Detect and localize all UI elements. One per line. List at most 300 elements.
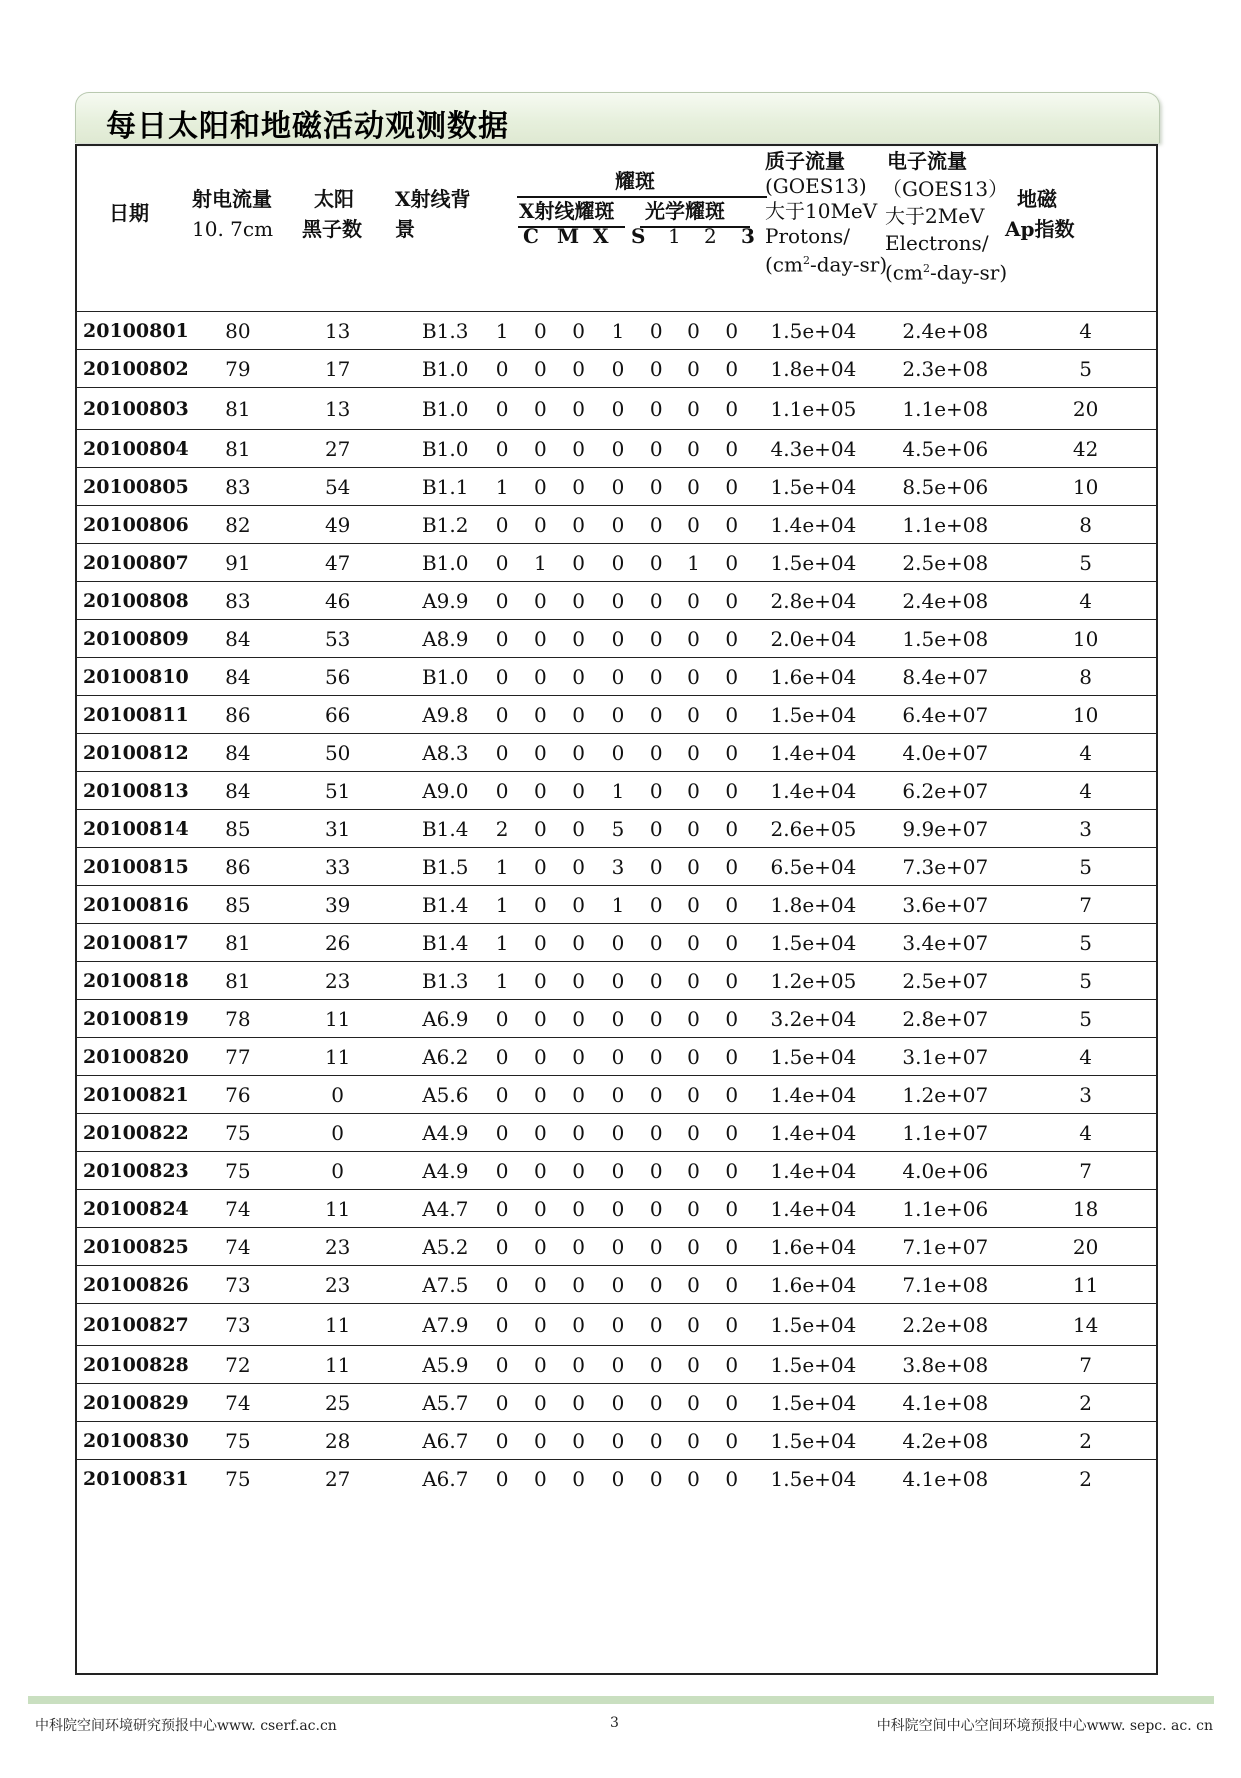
cell-sunspot-number: 46 xyxy=(291,582,384,620)
cell-electron-flux: 4.2e+08 xyxy=(876,1422,1016,1460)
cell-xray-x: 0 xyxy=(559,848,598,886)
cell-sunspot-number: 31 xyxy=(291,810,384,848)
cell-sunspot-number: 13 xyxy=(291,312,384,350)
cell-radio-flux: 79 xyxy=(185,350,292,388)
table-row xyxy=(77,1076,1156,1114)
cell-xray-background: B1.0 xyxy=(384,544,482,582)
cell-xray-m: 0 xyxy=(522,1114,559,1152)
cell-electron-flux: 2.5e+07 xyxy=(876,962,1016,1000)
cell-date: 20100826 xyxy=(77,1266,185,1304)
cell-optical-3: 0 xyxy=(712,1000,751,1038)
cell-ap-index: 4 xyxy=(1015,582,1156,620)
cell-ap-index: 20 xyxy=(1015,388,1156,430)
cell-optical-s: 0 xyxy=(598,1228,637,1266)
cell-sunspot-number: 66 xyxy=(291,696,384,734)
cell-xray-background: A4.9 xyxy=(384,1114,482,1152)
cell-xray-c: 0 xyxy=(495,1466,509,1491)
cell-optical-s: 0 xyxy=(598,350,637,388)
header-xray-flare: X射线耀斑 xyxy=(519,199,615,223)
cell-radio-flux: 85 xyxy=(185,810,292,848)
cell-optical-1: 0 xyxy=(638,1000,675,1038)
optical-flare-divider xyxy=(640,226,750,228)
cell-date: 20100831 xyxy=(83,1467,189,1490)
cell-optical-s: 0 xyxy=(598,1304,637,1346)
cell-ap-index: 2 xyxy=(1079,1466,1092,1491)
cell-optical-2: 0 xyxy=(675,1228,712,1266)
cell-optical-3: 0 xyxy=(712,962,751,1000)
cell-proton-flux: 1.5e+04 xyxy=(751,1422,875,1460)
cell-optical-2: 0 xyxy=(675,1346,712,1384)
cell-electron-flux: 1.1e+07 xyxy=(876,1114,1016,1152)
cell-optical-3: 0 xyxy=(712,810,751,848)
cell-electron-flux: 1.5e+08 xyxy=(876,620,1016,658)
cell-electron-flux: 2.3e+08 xyxy=(876,350,1016,388)
cell-radio-flux: 74 xyxy=(185,1190,292,1228)
header-sub-s: S xyxy=(631,224,646,248)
cell-optical-s: 0 xyxy=(598,1266,637,1304)
cell-optical-3: 0 xyxy=(712,772,751,810)
cell-optical-1: 0 xyxy=(638,886,675,924)
cell-optical-2: 0 xyxy=(675,1422,712,1460)
cell-sunspot-number: 27 xyxy=(324,1466,351,1491)
cell-xray-c: 0 xyxy=(482,1228,521,1266)
cell-xray-background: A6.7 xyxy=(422,1466,469,1491)
header-electron-energy: 大于2MeV xyxy=(885,204,985,228)
cell-xray-background: A9.9 xyxy=(384,582,482,620)
cell-ap-index: 18 xyxy=(1015,1190,1156,1228)
cell-optical-s: 0 xyxy=(598,1000,637,1038)
cell-optical-s: 0 xyxy=(598,1152,637,1190)
header-electron-flux: 电子流量 xyxy=(887,149,967,173)
table-row xyxy=(77,582,1156,620)
cell-xray-x: 0 xyxy=(559,1422,598,1460)
cell-optical-2: 0 xyxy=(675,1304,712,1346)
cell-optical-1: 0 xyxy=(638,1228,675,1266)
cell-optical-1: 0 xyxy=(638,848,675,886)
cell-optical-1: 0 xyxy=(638,388,675,430)
cell-proton-flux: 1.4e+04 xyxy=(751,734,875,772)
cell-optical-2: 0 xyxy=(675,772,712,810)
cell-optical-3: 0 xyxy=(712,848,751,886)
cell-date: 20100804 xyxy=(77,430,185,468)
table-row xyxy=(77,506,1156,544)
header-geomagnetic: 地磁 xyxy=(1017,187,1057,211)
cell-sunspot-number: 27 xyxy=(291,430,384,468)
cell-electron-flux: 3.4e+07 xyxy=(876,924,1016,962)
cell-optical-s: 0 xyxy=(598,962,637,1000)
cell-optical-s: 0 xyxy=(598,582,637,620)
table-row xyxy=(77,1266,1156,1304)
cell-optical-3: 0 xyxy=(712,430,751,468)
cell-sunspot-number: 11 xyxy=(291,1304,384,1346)
cell-electron-flux: 2.2e+08 xyxy=(876,1304,1016,1346)
cell-optical-3: 0 xyxy=(712,1384,751,1422)
cell-xray-background: A6.9 xyxy=(384,1000,482,1038)
table-row xyxy=(77,620,1156,658)
cell-xray-x: 0 xyxy=(559,1266,598,1304)
cell-xray-x: 0 xyxy=(559,350,598,388)
cell-xray-x: 0 xyxy=(559,1000,598,1038)
table-row xyxy=(77,1228,1156,1266)
cell-xray-x: 0 xyxy=(559,1114,598,1152)
header-sub-3: 3 xyxy=(741,224,755,248)
cell-optical-s: 1 xyxy=(598,312,637,350)
cell-optical-3: 0 xyxy=(712,1152,751,1190)
cell-proton-flux: 4.3e+04 xyxy=(751,430,875,468)
cell-proton-flux: 1.4e+04 xyxy=(751,772,875,810)
cell-optical-3: 0 xyxy=(712,1190,751,1228)
footer-left-text: 中科院空间环境研究预报中心www. cserf.ac.cn xyxy=(35,1718,337,1734)
cell-proton-flux: 2.8e+04 xyxy=(751,582,875,620)
cell-xray-m: 0 xyxy=(534,1466,547,1491)
cell-optical-2: 0 xyxy=(675,924,712,962)
cell-xray-m: 0 xyxy=(522,848,559,886)
table-body xyxy=(77,312,1156,1498)
cell-radio-flux: 81 xyxy=(185,924,292,962)
cell-electron-flux: 7.1e+08 xyxy=(876,1266,1016,1304)
cell-optical-3: 0 xyxy=(712,1422,751,1460)
cell-ap-index: 20 xyxy=(1015,1228,1156,1266)
cell-xray-c: 0 xyxy=(482,734,521,772)
cell-radio-flux: 73 xyxy=(185,1266,292,1304)
table-row xyxy=(77,1038,1156,1076)
cell-proton-flux: 1.8e+04 xyxy=(751,886,875,924)
cell-ap-index: 4 xyxy=(1015,772,1156,810)
cell-optical-1: 0 xyxy=(638,734,675,772)
cell-optical-1: 0 xyxy=(638,1038,675,1076)
cell-xray-m: 0 xyxy=(522,388,559,430)
cell-date: 20100815 xyxy=(77,848,185,886)
cell-xray-c: 0 xyxy=(482,1152,521,1190)
cell-sunspot-number: 56 xyxy=(291,658,384,696)
cell-proton-flux: 1.8e+04 xyxy=(751,350,875,388)
cell-xray-background: B1.3 xyxy=(384,962,482,1000)
cell-ap-index: 3 xyxy=(1015,1076,1156,1114)
cell-optical-2: 1 xyxy=(675,544,712,582)
table-row xyxy=(77,1304,1156,1346)
cell-radio-flux: 73 xyxy=(185,1304,292,1346)
cell-proton-flux: 1.5e+04 xyxy=(751,1304,875,1346)
cell-optical-1: 0 xyxy=(638,1266,675,1304)
table-row xyxy=(77,1190,1156,1228)
table-row xyxy=(77,924,1156,962)
cell-xray-m: 0 xyxy=(522,312,559,350)
cell-optical-1: 0 xyxy=(638,430,675,468)
header-date: 日期 xyxy=(109,201,149,225)
cell-sunspot-number: 11 xyxy=(291,1346,384,1384)
cell-optical-3: 0 xyxy=(712,1304,751,1346)
cell-xray-x: 0 xyxy=(559,1228,598,1266)
cell-ap-index: 10 xyxy=(1015,696,1156,734)
cell-radio-flux: 83 xyxy=(185,582,292,620)
cell-xray-background: A9.8 xyxy=(384,696,482,734)
table-row xyxy=(77,848,1156,886)
cell-xray-x: 0 xyxy=(559,312,598,350)
cell-radio-flux: 77 xyxy=(185,1038,292,1076)
cell-xray-background: A6.2 xyxy=(384,1038,482,1076)
cell-optical-3: 0 xyxy=(712,350,751,388)
cell-sunspot-number: 13 xyxy=(291,388,384,430)
cell-optical-3: 0 xyxy=(712,468,751,506)
cell-proton-flux: 1.4e+04 xyxy=(751,1114,875,1152)
cell-ap-index: 2 xyxy=(1015,1422,1156,1460)
cell-optical-1: 0 xyxy=(638,506,675,544)
header-optical-flare: 光学耀斑 xyxy=(645,199,725,223)
cell-optical-3: 0 xyxy=(712,620,751,658)
cell-proton-flux: 1.5e+04 xyxy=(751,1038,875,1076)
cell-proton-flux: 1.5e+04 xyxy=(770,1466,857,1491)
cell-optical-2: 0 xyxy=(675,1038,712,1076)
cell-xray-background: A7.5 xyxy=(384,1266,482,1304)
cell-xray-m: 0 xyxy=(522,620,559,658)
cell-radio-flux: 78 xyxy=(185,1000,292,1038)
cell-xray-m: 0 xyxy=(522,696,559,734)
cell-optical-s: 0 xyxy=(598,468,637,506)
cell-optical-1: 0 xyxy=(638,772,675,810)
cell-optical-2: 0 xyxy=(675,468,712,506)
cell-xray-c: 0 xyxy=(482,506,521,544)
cell-optical-3: 0 xyxy=(712,388,751,430)
header-radio-flux-band: 10. 7cm xyxy=(192,217,274,241)
header-sub-1: 1 xyxy=(668,224,681,248)
cell-xray-m: 1 xyxy=(522,544,559,582)
cell-optical-s: 1 xyxy=(598,886,637,924)
cell-date: 20100819 xyxy=(77,1000,185,1038)
cell-xray-c: 0 xyxy=(482,430,521,468)
header-sub-m: M xyxy=(557,224,580,248)
cell-xray-background: A5.7 xyxy=(384,1384,482,1422)
cell-electron-flux: 6.2e+07 xyxy=(876,772,1016,810)
cell-electron-flux: 4.0e+07 xyxy=(876,734,1016,772)
cell-xray-x: 0 xyxy=(559,468,598,506)
cell-xray-x: 0 xyxy=(559,696,598,734)
cell-electron-flux: 8.5e+06 xyxy=(876,468,1016,506)
cell-optical-s: 0 xyxy=(598,430,637,468)
cell-ap-index: 7 xyxy=(1015,886,1156,924)
cell-xray-background: B1.0 xyxy=(384,350,482,388)
cell-xray-x: 0 xyxy=(572,1466,586,1491)
cell-sunspot-number: 50 xyxy=(291,734,384,772)
cell-xray-m: 0 xyxy=(522,1038,559,1076)
cell-optical-3: 0 xyxy=(712,1228,751,1266)
table-row xyxy=(77,544,1156,582)
cell-radio-flux: 81 xyxy=(185,388,292,430)
cell-proton-flux: 1.6e+04 xyxy=(751,1266,875,1304)
cell-radio-flux: 75 xyxy=(185,1152,292,1190)
header-radio-flux: 射电流量 xyxy=(192,187,272,211)
cell-radio-flux: 75 xyxy=(225,1466,251,1491)
cell-optical-1: 0 xyxy=(638,1384,675,1422)
cell-ap-index: 4 xyxy=(1015,312,1156,350)
table-row xyxy=(77,658,1156,696)
cell-optical-2: 0 xyxy=(675,962,712,1000)
cell-proton-flux: 3.2e+04 xyxy=(751,1000,875,1038)
cell-sunspot-number: 26 xyxy=(291,924,384,962)
cell-optical-1: 0 xyxy=(638,350,675,388)
table-row xyxy=(77,1422,1156,1460)
table-row xyxy=(77,772,1156,810)
cell-xray-c: 2 xyxy=(482,810,521,848)
cell-optical-1: 0 xyxy=(638,1422,675,1460)
cell-ap-index: 4 xyxy=(1015,1038,1156,1076)
cell-date: 20100811 xyxy=(77,696,185,734)
header-ap-index: Ap指数 xyxy=(1005,217,1075,241)
cell-electron-flux: 4.0e+06 xyxy=(876,1152,1016,1190)
cell-xray-background: B1.0 xyxy=(384,388,482,430)
cell-optical-3: 0 xyxy=(712,924,751,962)
cell-optical-3: 0 xyxy=(712,886,751,924)
cell-xray-c: 0 xyxy=(482,772,521,810)
cell-xray-c: 0 xyxy=(482,1038,521,1076)
cell-xray-background: B1.3 xyxy=(384,312,482,350)
cell-xray-c: 1 xyxy=(482,886,521,924)
cell-ap-index: 8 xyxy=(1015,658,1156,696)
table-row xyxy=(77,1000,1156,1038)
cell-radio-flux: 74 xyxy=(185,1384,292,1422)
table-row xyxy=(77,350,1156,388)
cell-electron-flux: 4.1e+08 xyxy=(876,1384,1016,1422)
cell-optical-3: 0 xyxy=(712,506,751,544)
cell-xray-c: 0 xyxy=(482,1384,521,1422)
cell-date: 20100827 xyxy=(77,1304,185,1346)
cell-date: 20100810 xyxy=(77,658,185,696)
cell-optical-1: 0 xyxy=(638,1114,675,1152)
cell-proton-flux: 1.6e+04 xyxy=(751,1228,875,1266)
cell-xray-m: 0 xyxy=(522,658,559,696)
cell-optical-3: 0 xyxy=(712,1266,751,1304)
cell-xray-x: 0 xyxy=(559,620,598,658)
cell-sunspot-number: 39 xyxy=(291,886,384,924)
cell-optical-2: 0 xyxy=(675,582,712,620)
cell-electron-flux: 9.9e+07 xyxy=(876,810,1016,848)
cell-electron-flux: 1.1e+06 xyxy=(876,1190,1016,1228)
cell-xray-background: A8.3 xyxy=(384,734,482,772)
header-xray-background-2: 景 xyxy=(395,217,415,241)
cell-optical-1: 0 xyxy=(638,962,675,1000)
cell-xray-c: 0 xyxy=(482,1266,521,1304)
cell-date: 20100813 xyxy=(77,772,185,810)
cell-proton-flux: 1.6e+04 xyxy=(751,658,875,696)
cell-proton-flux: 1.2e+05 xyxy=(751,962,875,1000)
cell-radio-flux: 84 xyxy=(185,734,292,772)
cell-optical-s: 0 xyxy=(598,1114,637,1152)
table-row xyxy=(77,1346,1156,1384)
cell-optical-s: 5 xyxy=(598,810,637,848)
cell-electron-flux: 3.1e+07 xyxy=(876,1038,1016,1076)
cell-date: 20100823 xyxy=(77,1152,185,1190)
table-row xyxy=(77,430,1156,468)
cell-xray-c: 0 xyxy=(482,1114,521,1152)
cell-electron-flux: 2.4e+08 xyxy=(876,582,1016,620)
cell-xray-m: 0 xyxy=(522,1422,559,1460)
cell-xray-x: 0 xyxy=(559,506,598,544)
cell-xray-m: 0 xyxy=(522,924,559,962)
cell-xray-c: 0 xyxy=(482,1422,521,1460)
cell-xray-background: A8.9 xyxy=(384,620,482,658)
cell-electron-flux: 8.4e+07 xyxy=(876,658,1016,696)
cell-xray-background: B1.0 xyxy=(384,658,482,696)
title-bar xyxy=(75,92,1160,143)
cell-xray-x: 0 xyxy=(559,962,598,1000)
cell-ap-index: 8 xyxy=(1015,506,1156,544)
cell-optical-1: 0 xyxy=(638,620,675,658)
cell-date: 20100824 xyxy=(77,1190,185,1228)
cell-xray-m: 0 xyxy=(522,886,559,924)
cell-xray-x: 0 xyxy=(559,1304,598,1346)
cell-xray-background: A7.9 xyxy=(384,1304,482,1346)
cell-optical-1: 0 xyxy=(638,1346,675,1384)
cell-ap-index: 4 xyxy=(1015,1114,1156,1152)
header-sub-x: X xyxy=(593,224,609,248)
cell-optical-2: 0 xyxy=(675,1384,712,1422)
cell-xray-background: B1.5 xyxy=(384,848,482,886)
cell-proton-flux: 1.5e+04 xyxy=(751,1384,875,1422)
cell-optical-s: 0 xyxy=(598,1076,637,1114)
cell-radio-flux: 81 xyxy=(185,962,292,1000)
cell-date: 20100816 xyxy=(77,886,185,924)
cell-ap-index: 11 xyxy=(1015,1266,1156,1304)
cell-optical-s: 0 xyxy=(598,544,637,582)
cell-xray-c: 0 xyxy=(482,350,521,388)
cell-ap-index: 5 xyxy=(1015,924,1156,962)
page-number: 3 xyxy=(610,1715,619,1731)
cell-ap-index: 7 xyxy=(1015,1346,1156,1384)
footer-divider xyxy=(28,1696,1214,1704)
data-table-container xyxy=(75,144,1158,1675)
header-proton-goes: (GOES13) xyxy=(765,174,867,198)
cell-sunspot-number: 23 xyxy=(291,962,384,1000)
cell-radio-flux: 83 xyxy=(185,468,292,506)
cell-xray-x: 0 xyxy=(559,1038,598,1076)
cell-xray-x: 0 xyxy=(559,772,598,810)
cell-optical-1: 0 xyxy=(638,544,675,582)
cell-optical-2: 0 xyxy=(675,1114,712,1152)
cell-optical-2: 0 xyxy=(675,1152,712,1190)
cell-xray-m: 0 xyxy=(522,1000,559,1038)
cell-optical-s: 1 xyxy=(598,772,637,810)
cell-optical-1: 0 xyxy=(638,924,675,962)
page-title: 每日太阳和地磁活动观测数据 xyxy=(106,109,509,144)
cell-proton-flux: 1.5e+04 xyxy=(751,924,875,962)
header-electron-unit-2: $(cm^2-day-sr)$ xyxy=(885,260,1008,285)
table-row xyxy=(77,886,1156,924)
cell-optical-1: 0 xyxy=(638,1152,675,1190)
cell-xray-x: 0 xyxy=(559,430,598,468)
cell-optical-1: 0 xyxy=(638,582,675,620)
cell-xray-background: A5.9 xyxy=(384,1346,482,1384)
cell-radio-flux: 81 xyxy=(185,430,292,468)
cell-radio-flux: 91 xyxy=(185,544,292,582)
cell-optical-1: 0 xyxy=(638,696,675,734)
cell-xray-m: 0 xyxy=(522,582,559,620)
cell-date: 20100805 xyxy=(77,468,185,506)
cell-optical-s: 3 xyxy=(598,848,637,886)
cell-ap-index: 10 xyxy=(1015,620,1156,658)
cell-xray-background: B1.2 xyxy=(384,506,482,544)
cell-optical-2: 0 xyxy=(675,1076,712,1114)
cell-ap-index: 5 xyxy=(1015,962,1156,1000)
cell-optical-1: 0 xyxy=(638,810,675,848)
cell-date: 20100801 xyxy=(77,312,185,350)
cell-xray-c: 0 xyxy=(482,1346,521,1384)
cell-optical-s: 0 xyxy=(598,696,637,734)
cell-radio-flux: 80 xyxy=(185,312,292,350)
cell-sunspot-number: 0 xyxy=(291,1114,384,1152)
cell-xray-c: 0 xyxy=(482,544,521,582)
cell-optical-s: 0 xyxy=(598,1384,637,1422)
cell-xray-c: 0 xyxy=(482,1304,521,1346)
cell-date: 20100825 xyxy=(77,1228,185,1266)
